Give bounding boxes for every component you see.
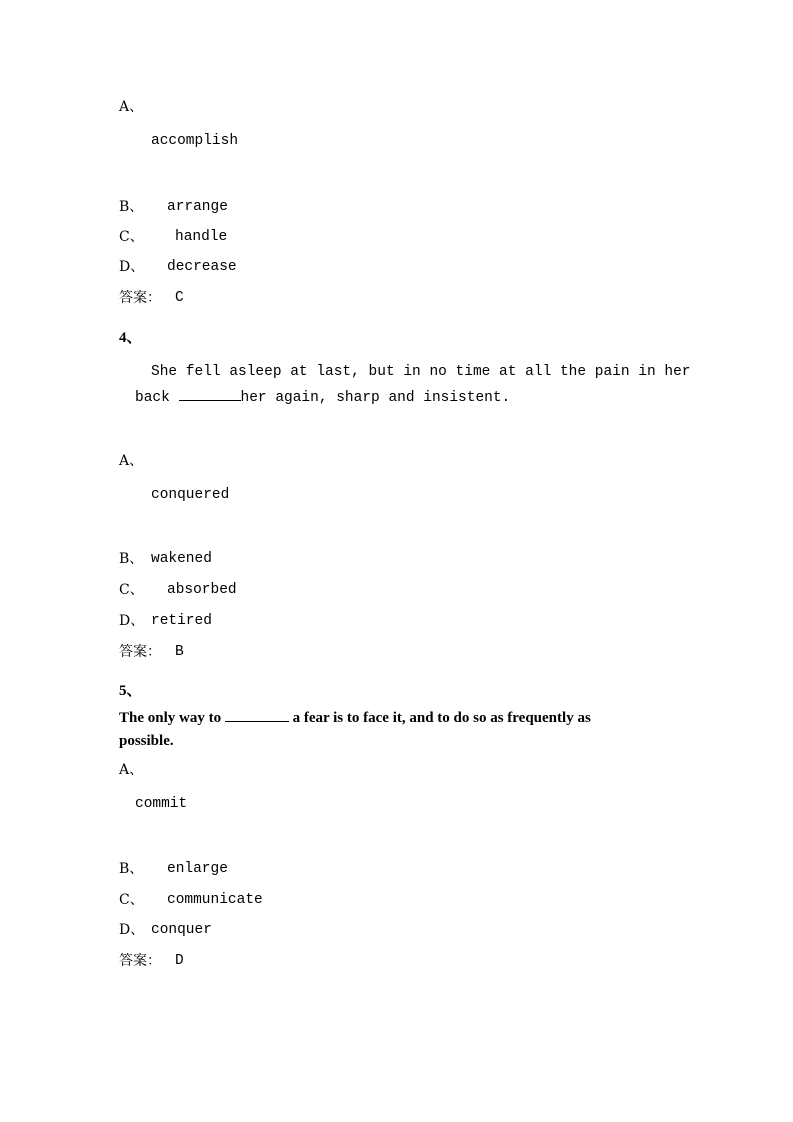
q5-stem-line1-after: a fear is to face it, and to do so as frequently as [288, 710, 591, 726]
q5-option-d-letter: D、 [119, 922, 145, 938]
q4-answer-value: B [175, 644, 184, 660]
q4-answer-label: 答案： [119, 644, 161, 660]
q4-option-c-letter: C、 [119, 582, 144, 598]
q4-option-a-letter: A、 [119, 453, 144, 469]
q5-stem-line1 [119, 709, 591, 727]
q4-option-b-letter: B、 [119, 551, 144, 567]
q5-answer-label: 答案： [119, 953, 161, 969]
q5-option-b-letter: B、 [119, 861, 144, 877]
q4-option-c-text: absorbed [167, 582, 237, 598]
q3-option-d-text: decrease [167, 259, 237, 275]
q5-number: 5、 [119, 683, 142, 699]
q5-answer-blank [225, 709, 289, 722]
q4-stem-line1: She fell asleep at last, but in no time at all the pain in her [151, 364, 691, 380]
q4-option-d-letter: D、 [119, 613, 145, 629]
q4-stem-line2-before: back [135, 390, 179, 406]
q3-option-b-letter: B、 [119, 199, 144, 215]
q3-option-c-text: handle [175, 229, 228, 245]
q5-option-c-letter: C、 [119, 892, 144, 908]
q4-answer-blank [179, 388, 241, 401]
q3-option-d-letter: D、 [119, 259, 145, 275]
q3-option-a-text: accomplish [151, 133, 239, 149]
q5-stem-line2: possible. [119, 733, 174, 749]
q4-stem-line2 [135, 388, 510, 406]
q3-option-b-text: arrange [167, 199, 228, 215]
q4-option-b-text: wakened [151, 551, 212, 567]
q5-stem-line1-before: The only way to [119, 710, 225, 726]
q3-option-a-letter: A、 [119, 99, 144, 115]
q4-option-a-text: conquered [151, 487, 230, 503]
q3-option-c-letter: C、 [119, 229, 144, 245]
q5-option-d-text: conquer [151, 922, 212, 938]
q3-answer-label: 答案： [119, 290, 161, 306]
q5-option-a-text: commit [135, 796, 188, 812]
q5-answer-value: D [175, 953, 184, 969]
q4-option-d-text: retired [151, 613, 212, 629]
q5-option-a-letter: A、 [119, 762, 144, 778]
q5-option-b-text: enlarge [167, 861, 228, 877]
q3-answer-value: C [175, 290, 184, 306]
q5-option-c-text: communicate [167, 892, 263, 908]
q4-number: 4、 [119, 330, 142, 346]
q4-stem-line2-after: her again, sharp and insistent. [240, 390, 511, 406]
